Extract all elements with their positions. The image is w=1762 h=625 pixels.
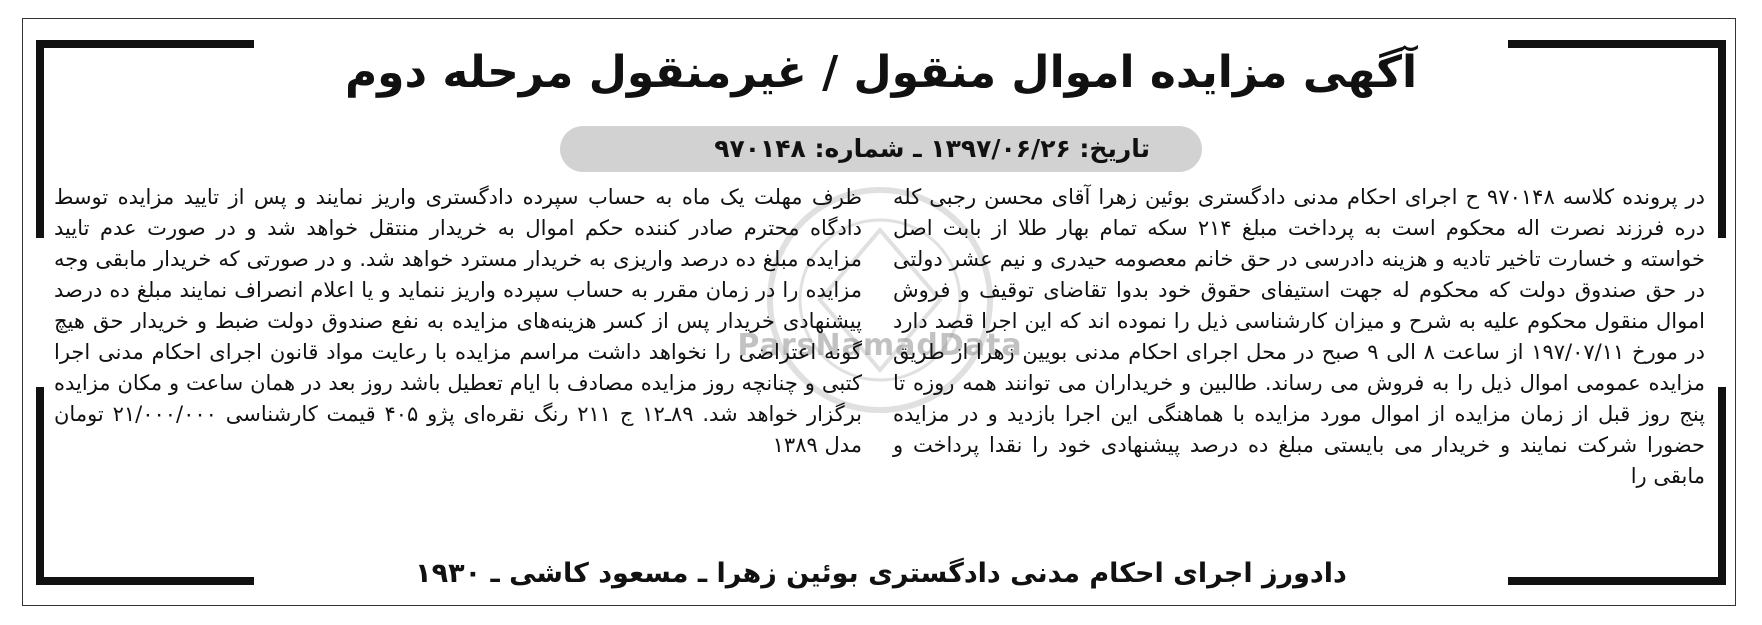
notice-body-right-column: در پرونده کلاسه ۹۷۰۱۴۸ ح اجرای احکام مدنی دادگستری بوئین زهرا آقای محسن رجبی کله دره فرزند نصرت اله محکوم است به پرداخت مبلغ ۲۱۴ سکه تمام بهار طلا از بابت اصل خواسته و خسارت تاخیر تادیه و هزینه دادرسی در حق خانم معصومه حیدری و نیم عشر دولتی در حق صندوق دولت که محکوم له جهت استیفای حقوق خود بدوا تقاضای توقیف و فروش اموال منقول محکوم علیه به شرح و میزان کارشناسی ذیل را نموده اند که این اجرا قصد دارد در مورخ ۱۹۷/۰۷/۱۱ از ساعت ۸ الی ۹ صبح در محل اجرای احکام مدنی بویین زهرا از طریق مزایده عمومی اموال ذیل را به فروش می رساند. طالبین و خریداران می توانند همه روزه تا پنج روز قبل از زمان مزایده از اموال مورد مزایده با هماهنگی این اجرا بازدید و در مزایده حضورا شرکت نمایند و خریدار می بایستی مبلغ ده درصد پیشنهادی خود را نقدا پرداخت و مابقی را — [893, 185, 1706, 488]
signature-line: دادورز اجرای احکام مدنی دادگستری بوئین زهرا ـ مسعود کاشی ـ ۱۹۳۰ — [415, 558, 1347, 589]
notice-title: آگهی مزایده اموال منقول / غیرمنقول مرحله دوم — [344, 47, 1418, 98]
date-number-band: تاریخ: ۱۳۹۷/۰۶/۲۶ ـ شماره: ۹۷۰۱۴۸ — [560, 126, 1202, 172]
notice-body-left-column: ظرف مهلت یک ماه به حساب سپرده دادگستری واریز نمایند و پس از تایید مزایده توسط دادگاه محترم صادر کننده حکم اموال به خریدار منتقل خواهد شد و در صورت عدم تایید مزایده مبلغ ده درصد واریزی به خریدار مسترد خواهد شد. و در صورتی که خریدار مابقی وجه مزایده را در زمان مقرر به حساب سپرده واریز ننماید و یا اعلام انصراف نمایند مبلغ ده درصد پیشنهادی خریدار پس از کسر هزینه‌های مزایده به نفع صندوق دولت ضبط و خریدار حق هیچ گونه اعتراضی را نخواهد داشت مراسم مزایده با رعایت مواد قانون اجرای احکام مدنی اجرا کتبی و چنانچه روز مزایده مصادف با ایام تعطیل باشد روز بعد در همان ساعت و مکان مزایده برگزار خواهد شد. ۸۹ـ۱۲ ج ۲۱۱ رنگ نقره‌ای پژو ۴۰۵ قیمت کارشناسی ۲۱/۰۰۰/۰۰۰ تومان مدل ۱۳۸۹ — [54, 185, 863, 457]
watermark-text: ParsNamadData — [737, 328, 1023, 363]
